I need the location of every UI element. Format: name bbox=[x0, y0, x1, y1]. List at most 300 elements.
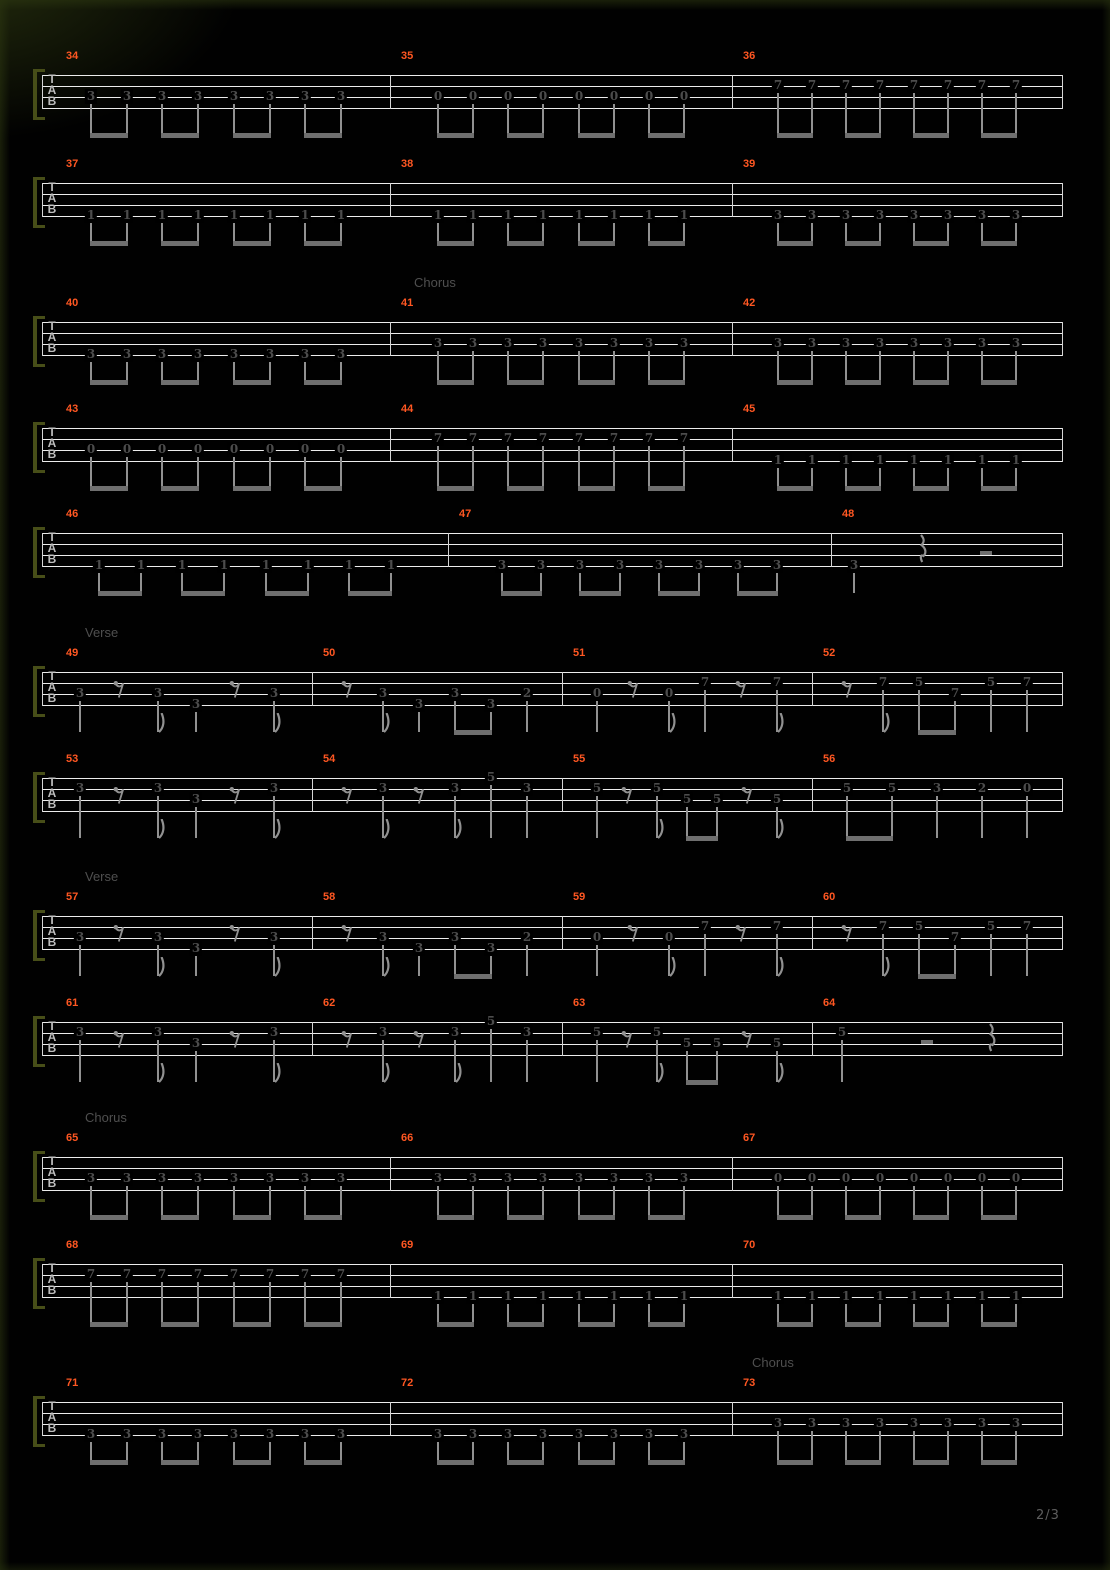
note-stem bbox=[540, 573, 542, 591]
staff-line bbox=[42, 672, 1062, 673]
beam-bar bbox=[845, 380, 881, 385]
note-stem bbox=[578, 104, 580, 133]
note-stem bbox=[1026, 796, 1028, 838]
note-stem bbox=[683, 1186, 685, 1215]
fret-number: 7 bbox=[950, 930, 960, 944]
fret-number: 3 bbox=[679, 336, 689, 350]
beam-bar bbox=[578, 133, 615, 138]
eighth-flag-icon bbox=[158, 1063, 167, 1083]
beam-bar bbox=[437, 486, 474, 491]
staff-line bbox=[42, 916, 1062, 917]
note-stem bbox=[981, 796, 983, 838]
tab-letter: A bbox=[47, 924, 57, 938]
note-stem bbox=[613, 223, 615, 241]
note-stem bbox=[507, 223, 509, 241]
fret-number: 7 bbox=[122, 1267, 132, 1281]
note-stem bbox=[161, 104, 163, 133]
beam-bar bbox=[981, 133, 1017, 138]
beam-bar bbox=[454, 730, 492, 735]
fret-number: 3 bbox=[269, 930, 279, 944]
barline bbox=[42, 322, 43, 356]
staff-line bbox=[42, 1402, 1062, 1403]
note-stem bbox=[195, 956, 197, 976]
fret-number: 1 bbox=[977, 453, 987, 467]
fret-number: 3 bbox=[841, 208, 851, 222]
note-stem bbox=[686, 807, 688, 836]
barline bbox=[1062, 1264, 1063, 1298]
beam-bar bbox=[437, 1322, 474, 1327]
fret-number: 3 bbox=[772, 558, 782, 572]
measure-number: 69 bbox=[401, 1239, 414, 1251]
fret-number: 3 bbox=[977, 336, 987, 350]
fret-number: 0 bbox=[841, 1171, 851, 1185]
fret-number: 3 bbox=[538, 336, 548, 350]
note-stem bbox=[507, 1442, 509, 1460]
beam-bar bbox=[981, 241, 1017, 246]
eighth-flag-icon bbox=[158, 957, 167, 977]
beam-bar bbox=[578, 241, 615, 246]
fret-number: 1 bbox=[875, 453, 885, 467]
fret-number: 1 bbox=[177, 558, 187, 572]
note-stem bbox=[918, 690, 920, 730]
beam-bar bbox=[90, 133, 128, 138]
eighth-rest-icon bbox=[741, 1029, 754, 1048]
fret-number: 1 bbox=[122, 208, 132, 222]
barline bbox=[42, 672, 43, 706]
fret-number: 3 bbox=[414, 697, 424, 711]
beam-bar bbox=[161, 486, 199, 491]
fret-number: 5 bbox=[652, 781, 662, 795]
fret-number: 0 bbox=[609, 89, 619, 103]
tab-letter: A bbox=[47, 83, 57, 97]
measure-number: 72 bbox=[401, 1377, 414, 1389]
beam-bar bbox=[454, 974, 492, 979]
tab-letter: T bbox=[48, 913, 56, 927]
note-stem bbox=[613, 446, 615, 486]
system-bracket bbox=[33, 666, 45, 717]
barline bbox=[732, 1402, 733, 1436]
fret-number: 3 bbox=[414, 941, 424, 955]
fret-number: 3 bbox=[875, 208, 885, 222]
eighth-flag-icon bbox=[274, 1063, 283, 1083]
barline bbox=[1062, 1402, 1063, 1436]
note-stem bbox=[340, 223, 342, 241]
note-stem bbox=[126, 223, 128, 241]
note-stem bbox=[658, 573, 660, 591]
note-stem bbox=[648, 351, 650, 380]
fret-number: 3 bbox=[450, 781, 460, 795]
tab-letter: B bbox=[47, 341, 57, 355]
note-stem bbox=[195, 807, 197, 838]
fret-number: 3 bbox=[153, 781, 163, 795]
beam-bar bbox=[913, 133, 949, 138]
fret-number: 3 bbox=[229, 89, 239, 103]
note-stem bbox=[233, 1186, 235, 1215]
barline bbox=[732, 75, 733, 109]
fret-number: 3 bbox=[378, 686, 388, 700]
note-stem bbox=[954, 945, 956, 974]
beam-bar bbox=[686, 1080, 718, 1085]
eighth-flag-icon bbox=[158, 713, 167, 733]
beam-bar bbox=[437, 133, 474, 138]
tab-letter: T bbox=[48, 180, 56, 194]
note-stem bbox=[304, 457, 306, 486]
barline bbox=[1062, 183, 1063, 217]
note-stem bbox=[596, 796, 598, 838]
fret-number: 3 bbox=[773, 1416, 783, 1430]
fret-number: 3 bbox=[433, 1427, 443, 1441]
note-stem bbox=[542, 223, 544, 241]
measure-number: 64 bbox=[823, 997, 836, 1009]
staff-line bbox=[42, 108, 1062, 109]
fret-number: 0 bbox=[664, 686, 674, 700]
beam-bar bbox=[304, 241, 342, 246]
fret-number: 3 bbox=[193, 1427, 203, 1441]
beam-bar bbox=[845, 1322, 881, 1327]
note-stem bbox=[776, 573, 778, 591]
beam-bar bbox=[686, 836, 718, 841]
beam-bar bbox=[304, 1460, 342, 1465]
beam-bar bbox=[777, 241, 813, 246]
note-stem bbox=[454, 701, 456, 730]
measure-number: 65 bbox=[66, 1132, 79, 1144]
fret-number: 7 bbox=[468, 431, 478, 445]
tab-letter: T bbox=[48, 425, 56, 439]
fret-number: 1 bbox=[336, 208, 346, 222]
note-stem bbox=[613, 351, 615, 380]
fret-number: 7 bbox=[977, 78, 987, 92]
measure-number: 68 bbox=[66, 1239, 79, 1251]
barline bbox=[1062, 533, 1063, 567]
note-stem bbox=[981, 223, 983, 241]
fret-number: 3 bbox=[433, 336, 443, 350]
note-stem bbox=[811, 1304, 813, 1322]
beam-bar bbox=[90, 486, 128, 491]
beam-bar bbox=[507, 486, 544, 491]
fret-number: 3 bbox=[265, 1171, 275, 1185]
beam-bar bbox=[578, 1322, 615, 1327]
fret-number: 3 bbox=[86, 89, 96, 103]
note-stem bbox=[542, 351, 544, 380]
fret-number: 7 bbox=[878, 675, 888, 689]
note-stem bbox=[161, 1186, 163, 1215]
note-stem bbox=[304, 1442, 306, 1460]
note-stem bbox=[472, 1186, 474, 1215]
fret-number: 1 bbox=[807, 1289, 817, 1303]
note-stem bbox=[913, 468, 915, 486]
fret-number: 3 bbox=[977, 208, 987, 222]
note-stem bbox=[437, 1442, 439, 1460]
eighth-rest-icon bbox=[229, 679, 242, 698]
eighth-flag-icon bbox=[657, 819, 666, 839]
tab-letter: A bbox=[47, 191, 57, 205]
fret-number: 7 bbox=[86, 1267, 96, 1281]
beam-bar bbox=[233, 241, 271, 246]
beam-bar bbox=[981, 380, 1017, 385]
measure-number: 49 bbox=[66, 647, 79, 659]
staff-line bbox=[42, 333, 1062, 334]
staff-line bbox=[42, 555, 1062, 556]
beam-bar bbox=[777, 486, 813, 491]
fret-number: 3 bbox=[679, 1427, 689, 1441]
note-stem bbox=[777, 1186, 779, 1215]
note-stem bbox=[126, 457, 128, 486]
note-stem bbox=[578, 446, 580, 486]
tab-letter: A bbox=[47, 330, 57, 344]
tab-letter: B bbox=[47, 94, 57, 108]
eighth-rest-icon bbox=[229, 785, 242, 804]
note-stem bbox=[683, 104, 685, 133]
note-stem bbox=[79, 1040, 81, 1082]
note-stem bbox=[845, 223, 847, 241]
fret-number: 1 bbox=[807, 453, 817, 467]
fret-number: 5 bbox=[712, 1036, 722, 1050]
fret-number: 3 bbox=[300, 347, 310, 361]
barline bbox=[1062, 75, 1063, 109]
note-stem bbox=[90, 1186, 92, 1215]
note-stem bbox=[981, 468, 983, 486]
note-stem bbox=[613, 1186, 615, 1215]
beam-bar bbox=[845, 241, 881, 246]
note-stem bbox=[947, 1304, 949, 1322]
measure-number: 40 bbox=[66, 297, 79, 309]
note-stem bbox=[340, 1186, 342, 1215]
beam-bar bbox=[845, 486, 881, 491]
tab-letter: T bbox=[48, 72, 56, 86]
barline bbox=[732, 183, 733, 217]
note-stem bbox=[98, 573, 100, 591]
note-stem bbox=[596, 1040, 598, 1082]
staff-line bbox=[42, 1022, 1062, 1023]
note-stem bbox=[437, 1186, 439, 1215]
beam-bar bbox=[90, 1460, 128, 1465]
tab-letter: A bbox=[47, 541, 57, 555]
fret-number: 3 bbox=[86, 1171, 96, 1185]
page-number: 2/3 bbox=[1036, 1508, 1060, 1523]
fret-number: 3 bbox=[1011, 208, 1021, 222]
fret-number: 3 bbox=[191, 792, 201, 806]
fret-number: 3 bbox=[943, 336, 953, 350]
eighth-flag-icon bbox=[274, 713, 283, 733]
staff-line bbox=[42, 183, 1062, 184]
fret-number: 1 bbox=[433, 208, 443, 222]
beam-bar bbox=[98, 591, 142, 596]
beam-bar bbox=[233, 380, 271, 385]
tab-letter: A bbox=[47, 1272, 57, 1286]
measure-number: 52 bbox=[823, 647, 836, 659]
note-stem bbox=[233, 223, 235, 241]
beam-bar bbox=[981, 1322, 1017, 1327]
eighth-flag-icon bbox=[777, 957, 786, 977]
fret-number: 3 bbox=[269, 686, 279, 700]
fret-number: 1 bbox=[943, 453, 953, 467]
note-stem bbox=[990, 934, 992, 976]
fret-number: 2 bbox=[977, 781, 987, 795]
tab-letter: T bbox=[48, 1019, 56, 1033]
measure-number: 53 bbox=[66, 753, 79, 765]
system-bracket bbox=[33, 1396, 45, 1447]
fret-number: 7 bbox=[841, 78, 851, 92]
barline bbox=[732, 1264, 733, 1298]
note-stem bbox=[90, 223, 92, 241]
fret-number: 3 bbox=[841, 1416, 851, 1430]
note-stem bbox=[348, 573, 350, 591]
tab-letter: B bbox=[47, 797, 57, 811]
note-stem bbox=[686, 1051, 688, 1080]
fret-number: 3 bbox=[157, 89, 167, 103]
fret-number: 5 bbox=[986, 675, 996, 689]
note-stem bbox=[195, 712, 197, 732]
measure-number: 35 bbox=[401, 50, 414, 62]
barline bbox=[812, 672, 813, 706]
fret-number: 3 bbox=[122, 1427, 132, 1441]
fret-number: 7 bbox=[609, 431, 619, 445]
beam-bar bbox=[578, 1215, 615, 1220]
fret-number: 5 bbox=[712, 792, 722, 806]
barline bbox=[732, 428, 733, 462]
eighth-rest-icon bbox=[627, 923, 640, 942]
fret-number: 3 bbox=[575, 558, 585, 572]
barline bbox=[562, 916, 563, 950]
fret-number: 7 bbox=[644, 431, 654, 445]
note-stem bbox=[913, 223, 915, 241]
staff-line bbox=[42, 694, 1062, 695]
note-stem bbox=[918, 934, 920, 974]
fret-number: 1 bbox=[157, 208, 167, 222]
note-stem bbox=[845, 1304, 847, 1322]
note-stem bbox=[90, 457, 92, 486]
fret-number: 1 bbox=[86, 208, 96, 222]
note-stem bbox=[981, 1304, 983, 1322]
beam-bar bbox=[161, 1460, 199, 1465]
measure-number: 46 bbox=[66, 508, 79, 520]
fret-number: 3 bbox=[191, 1036, 201, 1050]
fret-number: 1 bbox=[261, 558, 271, 572]
beam-bar bbox=[578, 380, 615, 385]
eighth-rest-icon bbox=[413, 1029, 426, 1048]
note-stem bbox=[579, 573, 581, 591]
tab-letter: B bbox=[47, 691, 57, 705]
eighth-rest-icon bbox=[841, 679, 854, 698]
fret-number: 1 bbox=[841, 1289, 851, 1303]
barline bbox=[42, 916, 43, 950]
note-stem bbox=[841, 1040, 843, 1082]
fret-number: 3 bbox=[574, 336, 584, 350]
fret-number: 7 bbox=[700, 919, 710, 933]
measure-number: 47 bbox=[459, 508, 472, 520]
fret-number: 5 bbox=[592, 781, 602, 795]
note-stem bbox=[947, 1186, 949, 1215]
barline bbox=[42, 533, 43, 567]
eighth-rest-icon bbox=[341, 1029, 354, 1048]
note-stem bbox=[472, 446, 474, 486]
beam-bar bbox=[578, 1460, 615, 1465]
fret-number: 0 bbox=[875, 1171, 885, 1185]
fret-number: 3 bbox=[909, 208, 919, 222]
tab-letter: A bbox=[47, 1030, 57, 1044]
measure-number: 67 bbox=[743, 1132, 756, 1144]
note-stem bbox=[437, 351, 439, 380]
fret-number: 3 bbox=[644, 1171, 654, 1185]
fret-number: 7 bbox=[336, 1267, 346, 1281]
barline bbox=[562, 778, 563, 812]
fret-number: 3 bbox=[336, 347, 346, 361]
half-rest-icon bbox=[921, 1040, 933, 1044]
barline bbox=[312, 1022, 313, 1056]
fret-number: 2 bbox=[522, 686, 532, 700]
fret-number: 1 bbox=[841, 453, 851, 467]
fret-number: 3 bbox=[486, 941, 496, 955]
beam-bar bbox=[737, 591, 778, 596]
fret-number: 5 bbox=[842, 781, 852, 795]
beam-bar bbox=[981, 1215, 1017, 1220]
system-bracket bbox=[33, 1258, 45, 1309]
note-stem bbox=[490, 1029, 492, 1082]
note-stem bbox=[737, 573, 739, 591]
fret-number: 0 bbox=[157, 442, 167, 456]
fret-number: 0 bbox=[468, 89, 478, 103]
fret-number: 3 bbox=[193, 347, 203, 361]
eighth-rest-icon bbox=[627, 679, 640, 698]
fret-number: 3 bbox=[86, 347, 96, 361]
fret-number: 3 bbox=[733, 558, 743, 572]
beam-bar bbox=[658, 591, 700, 596]
beam-bar bbox=[437, 1215, 474, 1220]
staff-line bbox=[42, 927, 1062, 928]
fret-number: 7 bbox=[1022, 675, 1032, 689]
fret-number: 7 bbox=[229, 1267, 239, 1281]
fret-number: 3 bbox=[75, 1025, 85, 1039]
barline bbox=[390, 1264, 391, 1298]
beam-bar bbox=[233, 133, 271, 138]
fret-number: 3 bbox=[336, 1427, 346, 1441]
eighth-flag-icon bbox=[883, 957, 892, 977]
note-stem bbox=[578, 1304, 580, 1322]
section-label: Chorus bbox=[85, 1110, 127, 1125]
fret-number: 3 bbox=[450, 686, 460, 700]
measure-number: 48 bbox=[842, 508, 855, 520]
note-stem bbox=[140, 573, 142, 591]
staff-line bbox=[42, 1286, 1062, 1287]
fret-number: 3 bbox=[75, 686, 85, 700]
measure-number: 59 bbox=[573, 891, 586, 903]
note-stem bbox=[501, 573, 503, 591]
beam-bar bbox=[845, 1460, 881, 1465]
fret-number: 3 bbox=[538, 1171, 548, 1185]
beam-bar bbox=[507, 1215, 544, 1220]
beam-bar bbox=[233, 1215, 271, 1220]
note-stem bbox=[613, 1304, 615, 1322]
note-stem bbox=[233, 1282, 235, 1322]
fret-number: 1 bbox=[468, 208, 478, 222]
staff-line bbox=[42, 1033, 1062, 1034]
note-stem bbox=[879, 223, 881, 241]
barline bbox=[390, 1402, 391, 1436]
fret-number: 1 bbox=[136, 558, 146, 572]
fret-number: 0 bbox=[592, 930, 602, 944]
note-stem bbox=[1015, 468, 1017, 486]
barline bbox=[390, 1157, 391, 1191]
eighth-flag-icon bbox=[777, 1063, 786, 1083]
barline bbox=[1062, 1157, 1063, 1191]
system-bracket bbox=[33, 69, 45, 120]
fret-number: 3 bbox=[153, 930, 163, 944]
measure-number: 57 bbox=[66, 891, 79, 903]
fret-number: 0 bbox=[300, 442, 310, 456]
barline bbox=[831, 533, 832, 567]
note-stem bbox=[79, 796, 81, 838]
barline bbox=[42, 1157, 43, 1191]
